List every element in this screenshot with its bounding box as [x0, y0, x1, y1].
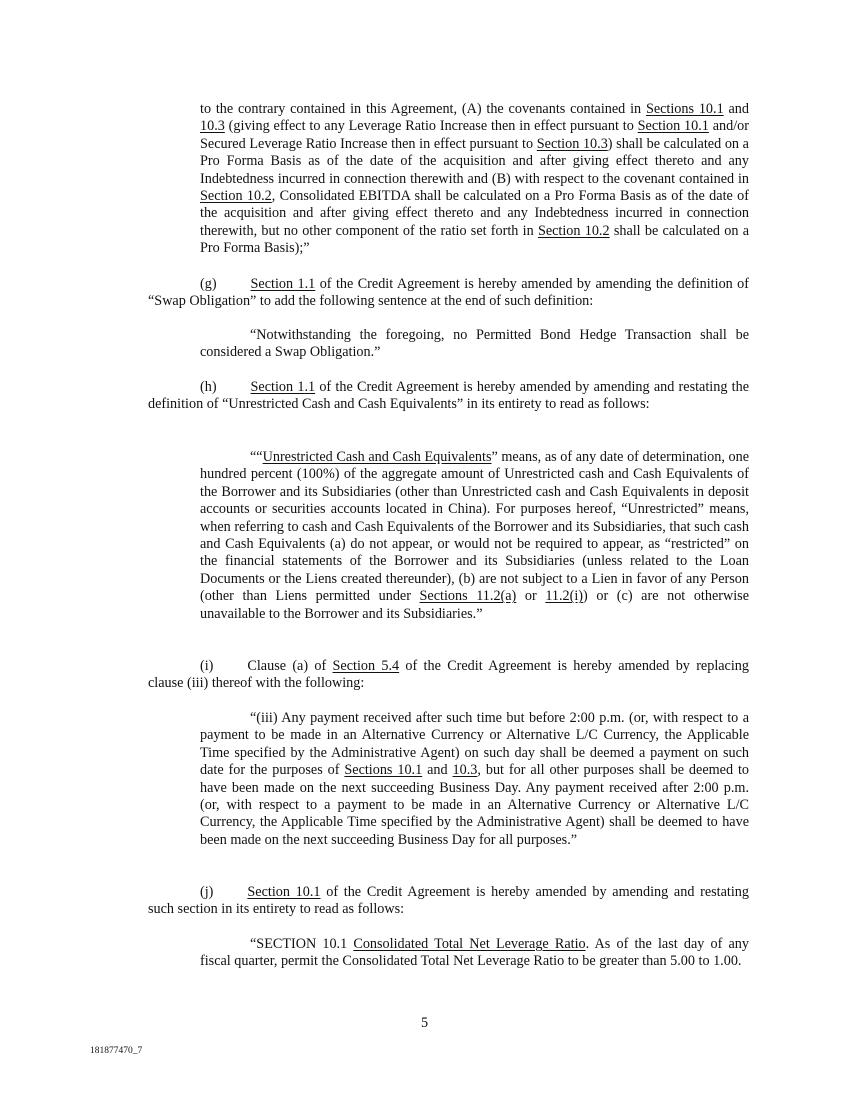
text-run: and/or Secured Leverage Ratio Increase then in effect pursuant to: [200, 118, 749, 152]
clause-i: [148, 658, 749, 693]
section-reference: 10.3: [452, 762, 478, 779]
section-reference: 11.2(i): [545, 588, 584, 605]
text-run: ” means, as of any date of determination, one hundred percent (100%) of the aggregate amount of Unrestricted cash and Cash Equivalents of the Borrower and its Subsidiaries (other than Unrestricted cash and Cash Equivalents in deposit accounts or securities accounts located in China). For purposes hereof, “Unrestricted” means, when referring to cash and Cash Equivalents of the Borrower and its Subsidiaries, that such cash and Cash Equivalents (a) do not appear, or would not be required to appear, as “restricted” on the financial statements of the Borrower and its Subsidiaries (unless related to the Loan Documents or the Liens created thereunder), (b) are not subject to a Lien in favor of any Person (other than Liens permitted under: [200, 449, 749, 605]
section-reference: Sections 10.1: [645, 101, 724, 117]
section-reference: Section 5.4: [332, 658, 400, 674]
clause-g: [148, 276, 749, 311]
text-run: of the Credit Agreement is hereby amended by amending and restating the definition of “Unrestricted Cash and Cash Equivalents” in its entirety to read as follows:: [148, 379, 749, 413]
section-reference: Section 10.1: [637, 118, 709, 135]
text-run: and: [422, 762, 453, 779]
clause-number: (g): [200, 276, 217, 292]
text-run: or: [516, 588, 546, 605]
text-run: of the Credit Agreement is hereby amended by replacing clause (iii) thereof with the following:: [148, 658, 749, 692]
clause-j: [148, 884, 749, 919]
text-run: “Notwithstanding the foregoing, no Permitted Bond Hedge Transaction shall be considered a Swap Obligation.”: [200, 327, 749, 361]
section-reference: Consolidated Total Net Leverage Ratio: [353, 936, 586, 952]
section-reference: Section 1.1: [250, 276, 316, 292]
clause-i-quote: [200, 710, 749, 849]
text-run: of the Credit Agreement is hereby amended by amending and restating such section in its entirety to read as follows:: [148, 884, 749, 918]
clause-number: (h): [200, 379, 217, 395]
text-run: ““: [250, 449, 263, 465]
text-run: Clause (a) of: [247, 658, 333, 674]
clause-h-quote: [200, 449, 749, 623]
text-run: . As of the last day of any fiscal quarter, permit the Consolidated Total Net Leverage Ratio to be greater than 5.00 to 1.00.: [200, 936, 749, 970]
section-reference: Sections 10.1: [344, 762, 423, 779]
text-run: (giving effect to any Leverage Ratio Increase then in effect pursuant to: [224, 118, 638, 135]
section-reference: 10.3: [200, 118, 225, 135]
section-reference: Section 10.2: [200, 188, 272, 205]
text-run: to the contrary contained in this Agreement, (A) the covenants contained in: [200, 101, 646, 117]
defined-term: Unrestricted Cash and Cash Equivalents: [262, 449, 492, 465]
document-id: 181877470_7: [90, 1046, 143, 1056]
text-run: “(iii) Any payment received after such time but before 2:00 p.m. (or, with respect to a payment to be made in an Alternative Currency or Alternative L/C Currency, the Applicable Time specified by the Administrative Agent) on such day shall be deemed a payment on such date for the purposes of: [200, 710, 749, 779]
clause-h: [148, 379, 749, 414]
section-reference: Section 10.1: [247, 884, 321, 900]
text-run: ) or (c) are not otherwise unavailable to the Borrower and its Subsidiaries.”: [200, 588, 749, 622]
clause-g-quote: [200, 327, 749, 362]
text-run: , Consolidated EBITDA shall be calculated on a Pro Forma Basis as of the date of the acquisition and after giving effect thereto and any Indebtedness incurred in connection therewith, but no other component of the ratio set forth in: [200, 188, 750, 239]
clause-number: (i): [200, 658, 214, 674]
paragraph-continuation: [200, 101, 749, 258]
section-reference: Section 10.2: [537, 222, 610, 239]
text-run: and: [723, 101, 749, 117]
clause-number: (j): [200, 884, 214, 900]
clause-j-quote: [200, 936, 749, 971]
text-run: “SECTION 10.1: [250, 936, 354, 952]
section-reference: Sections 11.2(a): [419, 588, 517, 605]
text-run: of the Credit Agreement is hereby amended by amending the definition of “Swap Obligation” to add the following sentence at the end of such definition:: [148, 276, 750, 310]
text-run: shall be calculated on a Pro Forma Basis);”: [200, 222, 750, 257]
text-run: , but for all other purposes shall be deemed to have been made on the next succeeding Business Day. Any payment received after 2:00 p.m. (or, with respect to a payment to be made in an Alternative Currency or Alternative L/C Currency, the Applicable Time specified by the Administrative Agent) shall be deemed to have been made on the next succeeding Business Day for all purposes.”: [200, 762, 749, 848]
section-reference: Section 10.3: [536, 135, 608, 152]
section-reference: Section 1.1: [250, 379, 316, 395]
text-run: ) shall be calculated on a Pro Forma Basis as of the date of the acquisition and after giving effect thereto and any Indebtedness incurred in connection therewith and (B) with respect to the covenant contained in: [200, 135, 749, 187]
page-number: 5: [420, 1015, 429, 1031]
